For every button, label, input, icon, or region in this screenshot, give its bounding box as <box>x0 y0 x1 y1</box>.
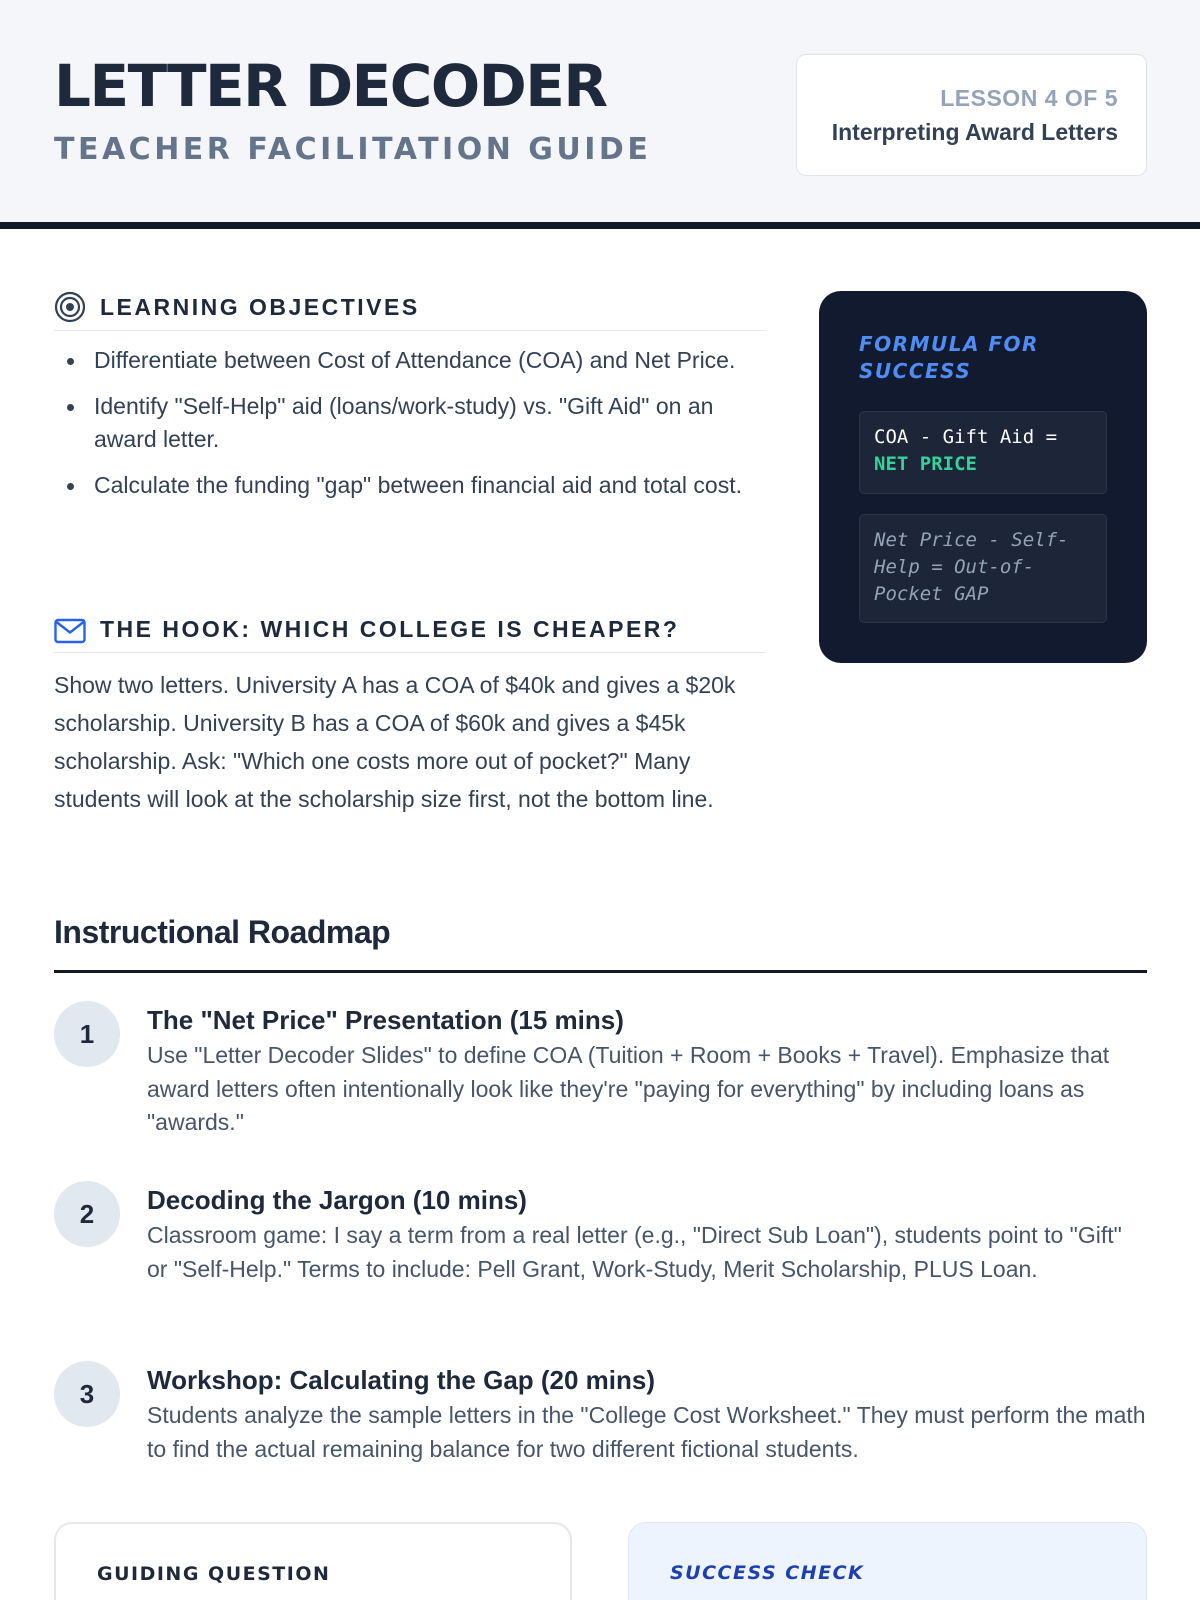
success-check-card <box>628 1522 1147 1600</box>
roadmap-divider <box>54 970 1147 973</box>
lesson-number: LESSON 4 OF 5 <box>940 85 1118 111</box>
step-description: Use "Letter Decoder Slides" to define COA (Tuition + Room + Books + Travel). Emphasize that award letters often intentionally look like they're "paying for everything" by including loans as "awards." <box>147 1042 1110 1135</box>
formula-line1-result: NET PRICE <box>874 453 977 475</box>
roadmap-title: Instructional Roadmap <box>54 914 391 950</box>
guiding-question-card <box>54 1522 572 1600</box>
target-icon <box>54 291 86 328</box>
learning-objectives-title: LEARNING OBJECTIVES <box>100 294 420 320</box>
formula-net-price <box>859 411 1107 494</box>
envelope-icon <box>54 617 86 650</box>
guiding-question-label: GUIDING QUESTION <box>97 1563 331 1585</box>
objective-item: Differentiate between Cost of Attendance (COA) and Net Price. <box>54 344 766 377</box>
hook-heading <box>54 613 766 653</box>
objective-item: Calculate the funding "gap" between financial aid and total cost. <box>54 469 766 502</box>
learning-objectives-heading <box>54 291 766 331</box>
step-number-badge: 2 <box>54 1181 120 1247</box>
step-description: Students analyze the sample letters in the "College Cost Worksheet." They must perform the math to find the actual remaining balance for two different fictional students. <box>147 1402 1146 1462</box>
objective-item: Identify "Self-Help" aid (loans/work-study) vs. "Gift Aid" on an award letter. <box>54 390 766 456</box>
step-title: Workshop: Calculating the Gap (20 mins) <box>147 1365 656 1395</box>
formula-gap: Net Price - Self-Help = Out-of-Pocket GAP <box>859 514 1107 623</box>
page-header <box>0 0 1200 229</box>
success-check-label: SUCCESS CHECK <box>670 1562 865 1584</box>
page-title: LETTER DECODER <box>54 52 607 120</box>
formula-title: FORMULA FOR SUCCESS <box>859 332 1039 383</box>
page-subtitle: TEACHER FACILITATION GUIDE <box>54 132 652 167</box>
hook-text: Show two letters. University A has a COA of $40k and gives a $20k scholarship. University B has a COA of $60k and gives a $45k scholarship. Ask: "Which one costs more out of pocket?" Many students will look at the scholarship size first, not the bottom line. <box>54 672 736 812</box>
step-title: Decoding the Jargon (10 mins) <box>147 1185 527 1215</box>
step-title: The "Net Price" Presentation (15 mins) <box>147 1005 624 1035</box>
lesson-card <box>796 54 1147 176</box>
hook-title: THE HOOK: WHICH COLLEGE IS CHEAPER? <box>100 616 680 642</box>
formula-line1-prefix: COA - Gift Aid = <box>874 426 1058 448</box>
lesson-name: Interpreting Award Letters <box>831 119 1118 145</box>
step-description: Classroom game: I say a term from a real letter (e.g., "Direct Sub Loan"), students point to "Gift" or "Self-Help." Terms to include: Pell Grant, Work-Study, Merit Scholarship, PLUS Loan. <box>147 1222 1122 1282</box>
objectives-list <box>54 344 766 515</box>
step-number-badge: 1 <box>54 1001 120 1067</box>
step-number-badge: 3 <box>54 1361 120 1427</box>
